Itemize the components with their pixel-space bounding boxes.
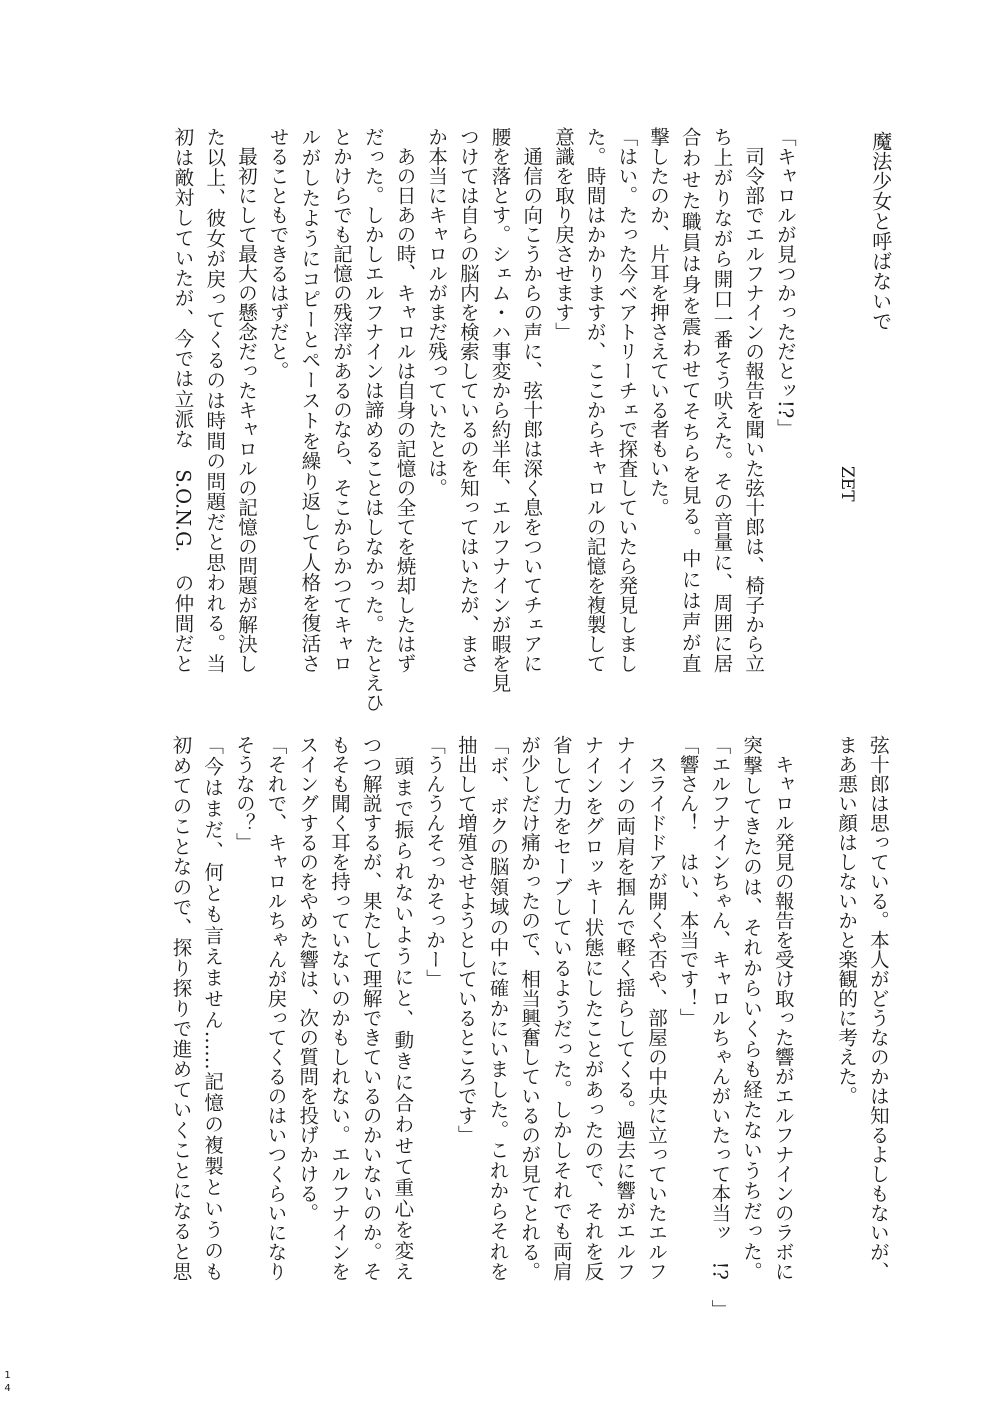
text-line: ナインの両肩を掴んで軽く揺らしてくる。過去に響がエルフ: [613, 735, 637, 1281]
text-line: つけては自らの脳内を検索しているのを知ってはいたが、まさ: [456, 127, 480, 673]
text-line: スライドドアが開くや否や、部屋の中央に立っていたエルフ: [644, 735, 668, 1281]
text-line: 最初にして最大の懸念だったキャロルの記憶の問題が解決し: [234, 127, 258, 673]
text-line: つつ解説するが、果たして理解できているのかいないのか。そ: [359, 735, 383, 1281]
text-line: 「ボ、ボクの脳領域の中に確かにいました。これからそれを: [486, 735, 510, 1281]
text-line: 意識を取り戻させます」: [551, 127, 575, 342]
text-line: 撃したのか、片耳を押さえている者もいた。: [647, 127, 671, 517]
text-line: た。時間はかかりますが、ここからキャロルの記憶を複製して: [583, 127, 607, 673]
text-line: 初は敵対していたが、今では立派な S.O.N.G. の仲間だと: [171, 127, 195, 673]
text-line: もそも聞く耳を持っていないのかもしれない。エルフナインを: [327, 735, 351, 1281]
text-line: 弦十郎は思っている。本人がどうなのかは知るよしもないが、: [866, 735, 890, 1281]
text-line: が少しだけ痛かったので、相当興奮しているのが見てとれる。: [518, 735, 542, 1281]
text-line: か本当にキャロルがまだ残っていたとは。: [425, 127, 449, 498]
text-line: あの日あの時、キャロルは自身の記憶の全てを焼却したはず: [393, 127, 417, 673]
text-line: 司令部でエルフナインの報告を聞いた弦十郎は、椅子から立: [742, 127, 766, 673]
text-line: 合わせた職員は身を震わせてそちらを見る。中には声が直: [678, 127, 702, 673]
text-line: スイングするのをやめた響は、次の質問を投げかける。: [296, 735, 320, 1223]
text-line: 「キャロルが見つかっただとッ!?」: [773, 127, 797, 438]
text-line: せることもできるはずだと。: [266, 127, 290, 381]
story-title: 魔法少女と呼ばないで: [868, 131, 893, 331]
author-name: ZET: [837, 466, 857, 502]
text-line: 「はい。たった今ベアトリーチェで探査していたら発見しまし: [615, 127, 639, 673]
text-line: 腰を落とす。シェム・ハ事変から約半年、エルフナインが暇を見: [488, 127, 512, 693]
text-line: 通信の向こうからの声に、弦十郎は深く息をついてチェアに: [520, 127, 544, 673]
text-line: 「それで、キャロルちゃんが戻ってくるのはいつくらいになり: [264, 735, 288, 1281]
text-line: 「うんうんそっかそっかー」: [423, 735, 447, 989]
text-line: 頭まで振られないようにと、動きに合わせて重心を変え: [391, 735, 415, 1281]
text-line: 抽出して増殖させようとしているところです」: [454, 735, 478, 1145]
text-line: だった。しかしエルフナインは諦めることはしなかった。たとえひ: [361, 127, 385, 712]
text-line: 初めてのことなので、探り探りで進めていくことになると思: [169, 735, 193, 1281]
text-line: そうなの？」: [232, 735, 256, 852]
text-line: 「響さん！ はい、本当です！」: [676, 735, 700, 1028]
text-line: ルがしたようにコピーとペーストを繰り返して人格を復活さ: [298, 127, 322, 673]
page-number: 14: [2, 1370, 13, 1396]
text-line: ち上がりながら開口一番そう吠えた。その音量に、周囲に居: [710, 127, 734, 673]
text-line: 突撃してきたのは、それからいくらも経たないうちだった。: [740, 735, 764, 1281]
text-line: とかけらでも記憶の残滓があるのなら、そこからかつてキャロ: [330, 127, 354, 673]
text-line: ナインをグロッキー状態にしたことがあったので、それを反: [581, 735, 605, 1281]
text-line: 「今はまだ、何とも言えません……記憶の複製というのも: [201, 735, 225, 1281]
text-line: 「エルフナインちゃん、キャロルちゃんがいたって本当ッ !? 」: [708, 735, 732, 1319]
text-line: 省して力をセーブしているようだった。しかしそれでも両肩: [549, 735, 573, 1281]
text-line: キャロル発見の報告を受け取った響がエルフナインのラボに: [771, 735, 795, 1281]
text-line: まあ悪い顔はしないかと楽観的に考えた。: [835, 735, 859, 1106]
text-line: た以上、彼女が戻ってくるのは時間の問題だと思われる。当: [203, 127, 227, 673]
